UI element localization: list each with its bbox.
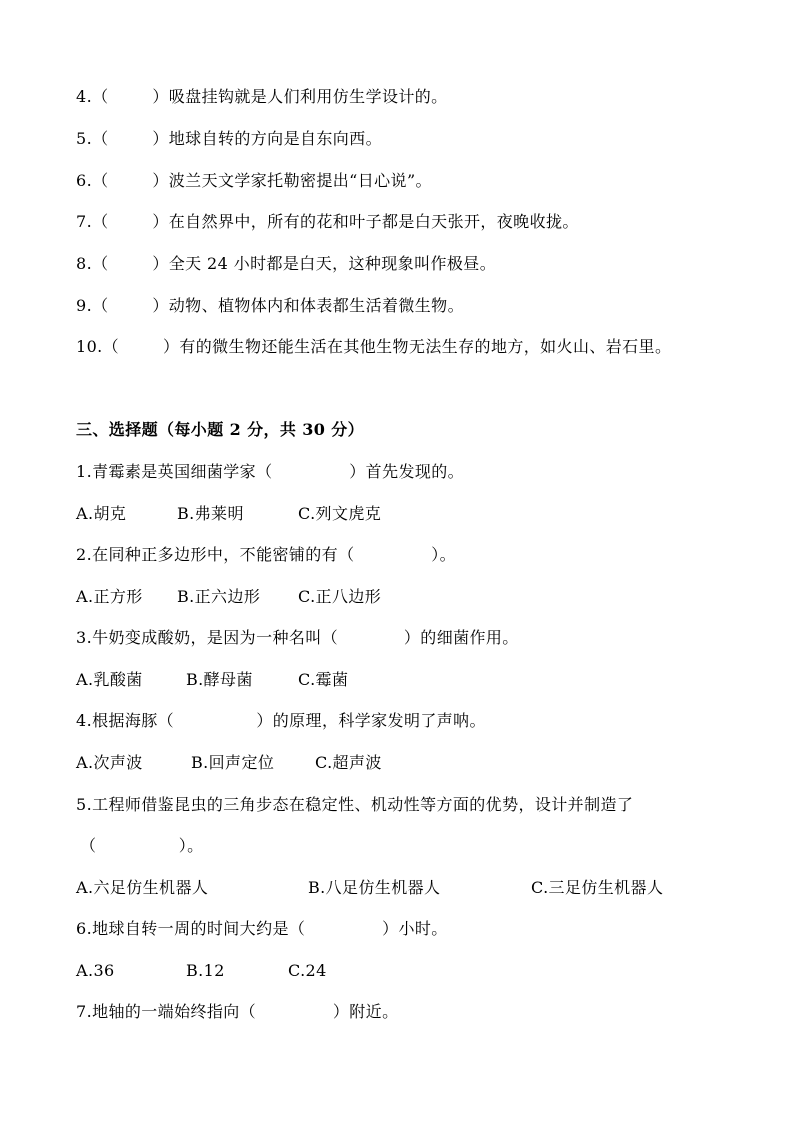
question-5-option-b: B.八足仿生机器人 <box>308 878 441 897</box>
judgment-item-7: 7.（ ）在自然界中，所有的花和叶子都是白天张开，夜晚收拢。 <box>76 212 579 231</box>
question-1-option-a: A.胡克 <box>76 504 127 523</box>
question-3-option-c: C.霉菌 <box>298 670 349 689</box>
question-2-option-b: B.正六边形 <box>177 587 261 606</box>
question-6-option-b: B.12 <box>186 961 225 980</box>
judgment-item-10: 10.（ ）有的微生物还能生活在其他生物无法生存的地方，如火山、岩石里。 <box>76 337 672 356</box>
judgment-item-6: 6.（ ）波兰天文学家托勒密提出“日心说”。 <box>76 171 432 190</box>
question-2-option-c: C.正八边形 <box>298 587 382 606</box>
question-4-option-b: B.回声定位 <box>191 753 275 772</box>
question-3-option-a: A.乳酸菌 <box>76 670 143 689</box>
question-2-stem: 2.在同种正多边形中，不能密铺的有（ ）。 <box>76 545 457 564</box>
question-5-stem-continued: （ ）。 <box>80 836 204 855</box>
question-5-option-c: C.三足仿生机器人 <box>531 878 664 897</box>
question-6-option-a: A.36 <box>76 961 115 980</box>
question-6-stem: 6.地球自转一周的时间大约是（ ）小时。 <box>76 919 448 938</box>
question-4-stem: 4.根据海豚（ ）的原理，科学家发明了声呐。 <box>76 711 486 730</box>
question-1-option-b: B.弗莱明 <box>177 504 244 523</box>
question-1-option-c: C.列文虎克 <box>298 504 382 523</box>
question-4-option-a: A.次声波 <box>76 753 143 772</box>
judgment-item-5: 5.（ ）地球自转的方向是自东向西。 <box>76 129 382 148</box>
question-4-option-c: C.超声波 <box>315 753 382 772</box>
question-5-option-a: A.六足仿生机器人 <box>76 878 209 897</box>
section-heading: 三、选择题（每小题 2 分，共 30 分） <box>76 420 365 439</box>
question-3-stem: 3.牛奶变成酸奶，是因为一种名叫（ ）的细菌作用。 <box>76 628 519 647</box>
question-5-stem: 5.工程师借鉴昆虫的三角步态在稳定性、机动性等方面的优势，设计并制造了 <box>76 795 634 814</box>
question-6-option-c: C.24 <box>288 961 327 980</box>
question-1-stem: 1.青霉素是英国细菌学家（ ）首先发现的。 <box>76 462 465 481</box>
question-2-option-a: A.正方形 <box>76 587 143 606</box>
judgment-item-4: 4.（ ）吸盘挂钩就是人们利用仿生学设计的。 <box>76 87 448 106</box>
question-7-stem: 7.地轴的一端始终指向（ ）附近。 <box>76 1002 399 1021</box>
question-3-option-b: B.酵母菌 <box>186 670 253 689</box>
judgment-item-9: 9.（ ）动物、植物体内和体表都生活着微生物。 <box>76 296 464 315</box>
judgment-item-8: 8.（ ）全天 24 小时都是白天，这种现象叫作极昼。 <box>76 254 497 273</box>
